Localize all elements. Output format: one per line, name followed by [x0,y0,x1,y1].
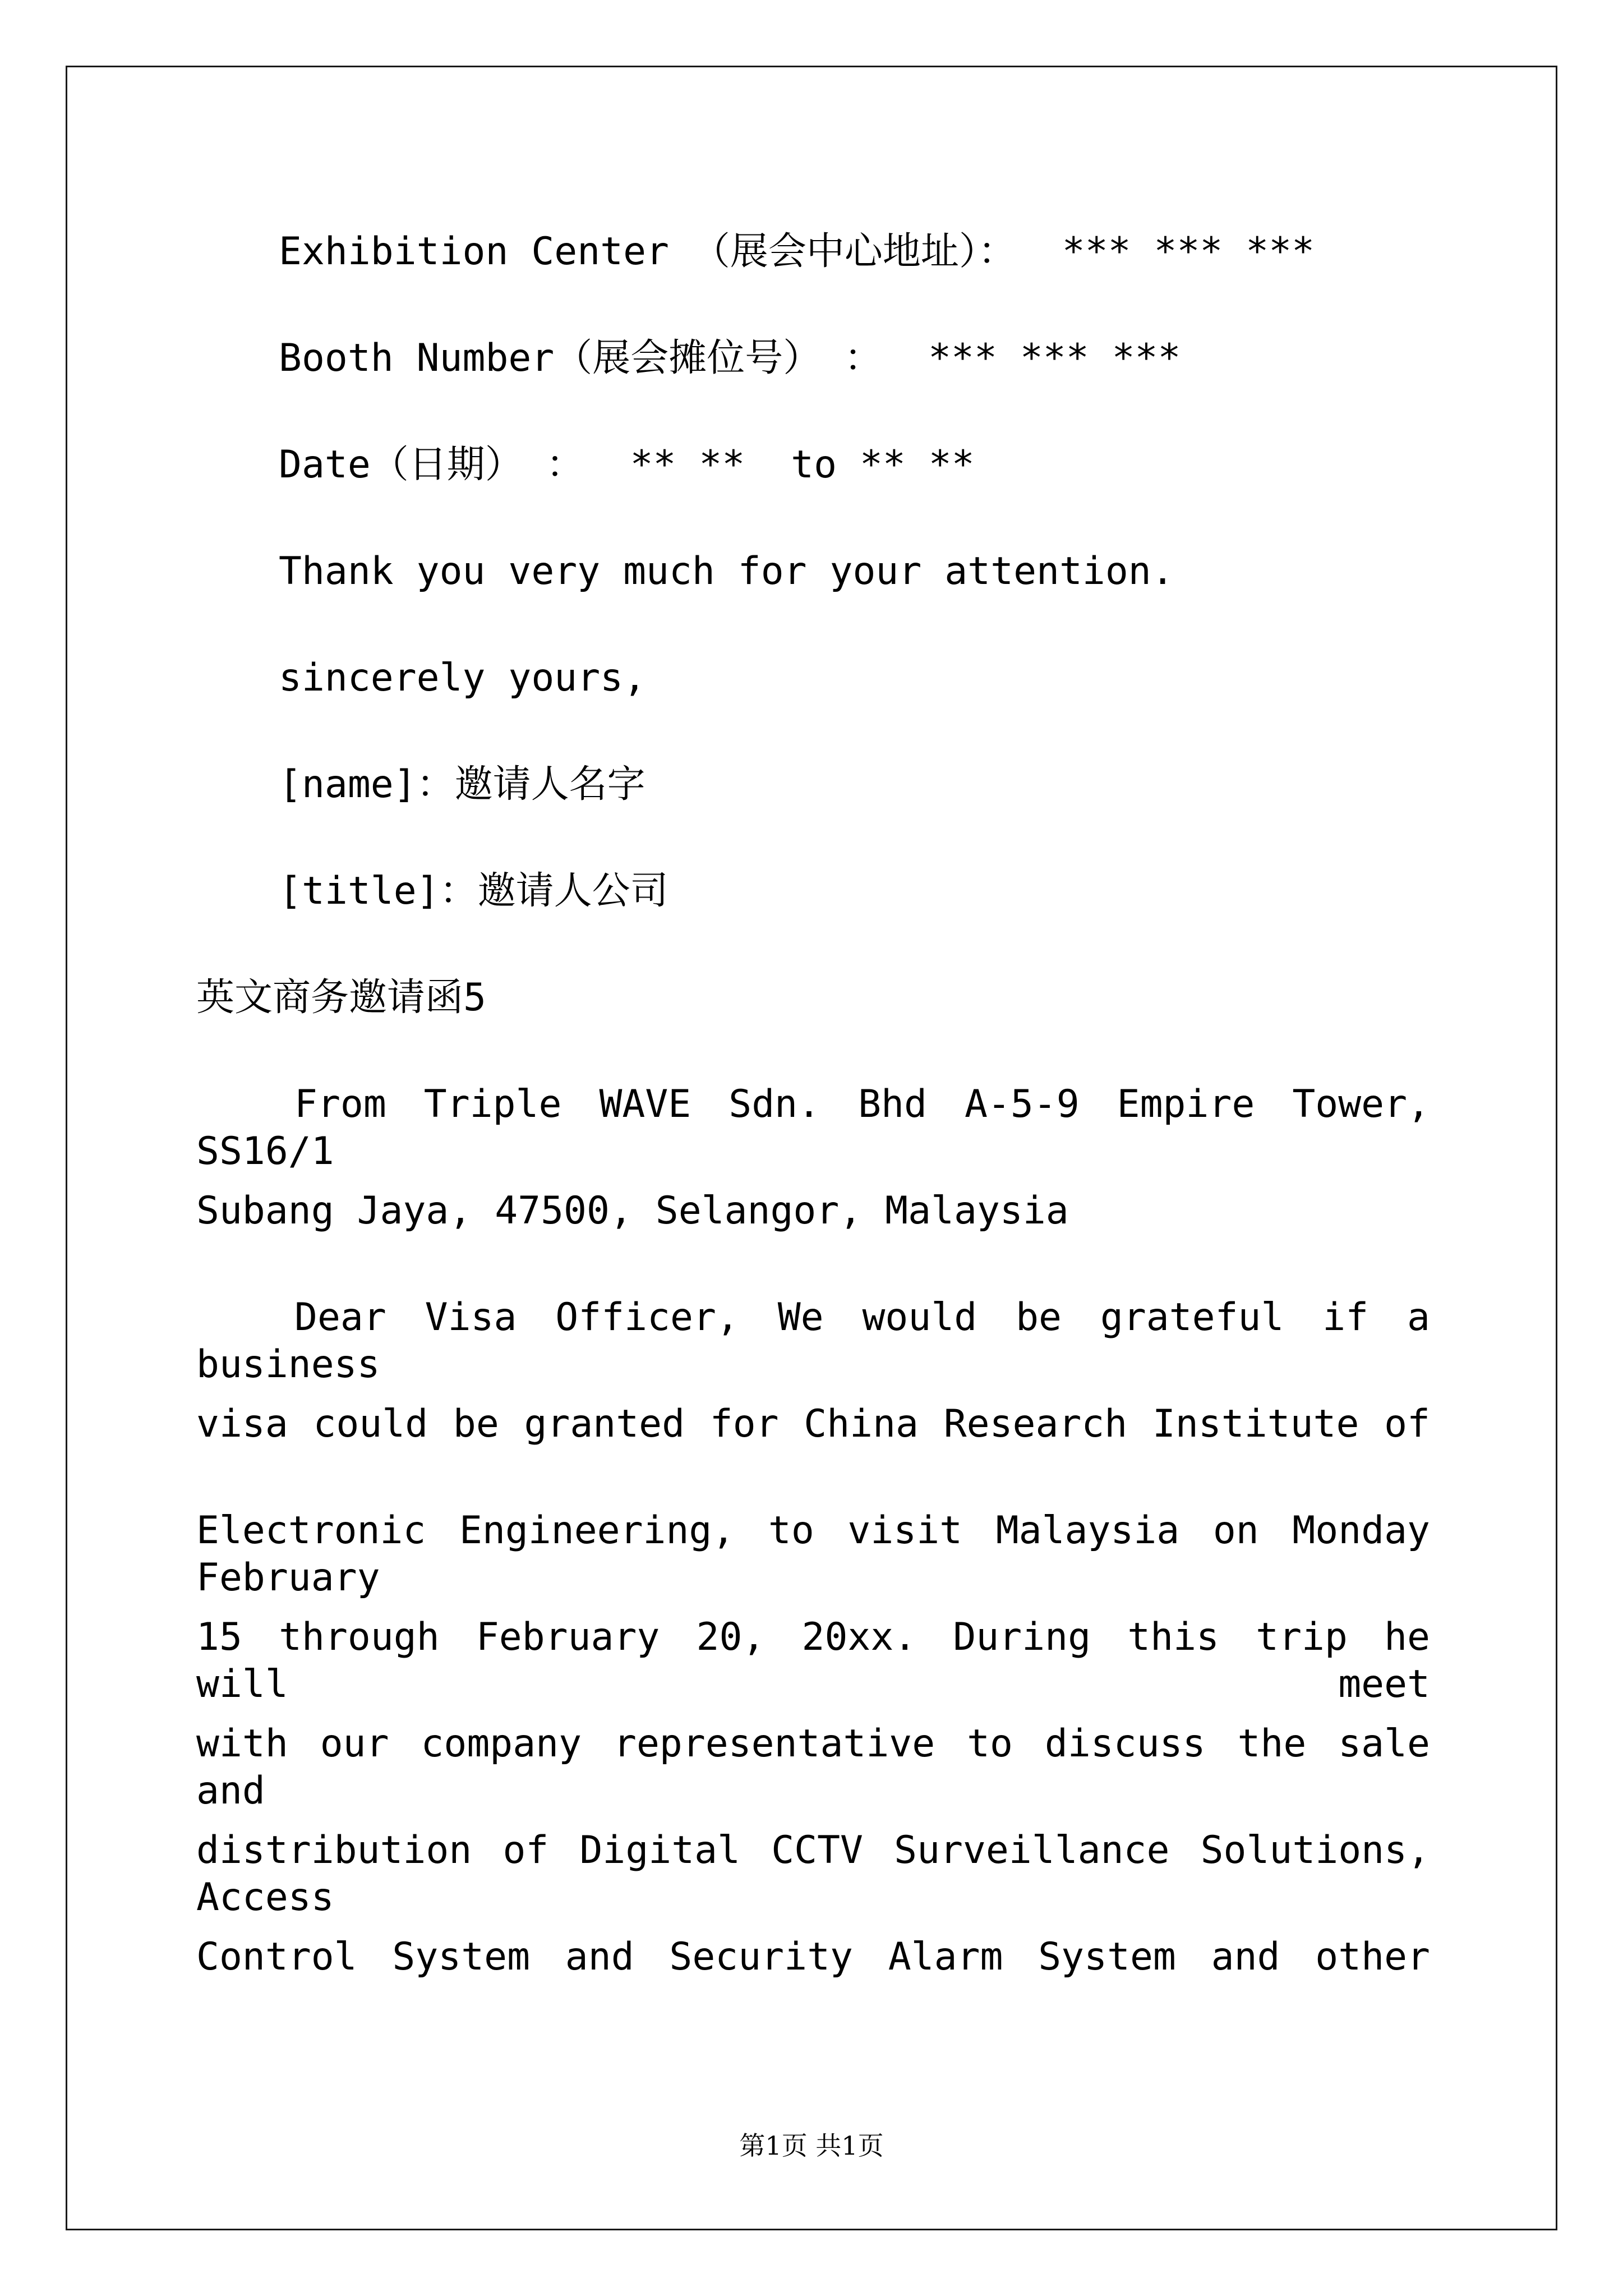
signer-name-line: [name]：邀请人名字 [279,762,645,807]
body-line-3: Electronic Engineering, to visit Malaysia on Monday February [196,1508,1430,1600]
body-line-7: Control System and Security Alarm System and other [196,1935,1430,1979]
signer-title-line: [title]：邀请人公司 [279,869,668,913]
page-footer: 第1页 共1页 [739,2131,884,2161]
booth-number-line: Booth Number（展会摊位号） ： *** *** *** [279,336,1181,380]
thanks-line: Thank you very much for your attention. [279,549,1174,593]
body-line-2: visa could be granted for China Research Institute of [196,1402,1430,1446]
from-address-line-2: Subang Jaya, 47500, Selangor, Malaysia [196,1189,1069,1233]
body-line-5: with our company representative to discuss the sale and [196,1722,1430,1813]
date-line: Date（日期） ： ** ** to ** ** [279,443,975,487]
body-line-6: distribution of Digital CCTV Surveillance Solutions, Access [196,1828,1430,1920]
body-line-1: Dear Visa Officer, We would be grateful if a business [196,1295,1430,1387]
closing-line: sincerely yours, [279,656,647,700]
from-address-line-1: From Triple WAVE Sdn. Bhd A-5-9 Empire Tower, SS16/1 [196,1082,1430,1174]
body-line-4: 15 through February 20, 20xx. During this trip he will meet [196,1615,1430,1706]
exhibition-center-line: Exhibition Center （展会中心地址）： *** *** *** [279,229,1315,274]
section-heading: 英文商务邀请函5 [196,976,486,1020]
